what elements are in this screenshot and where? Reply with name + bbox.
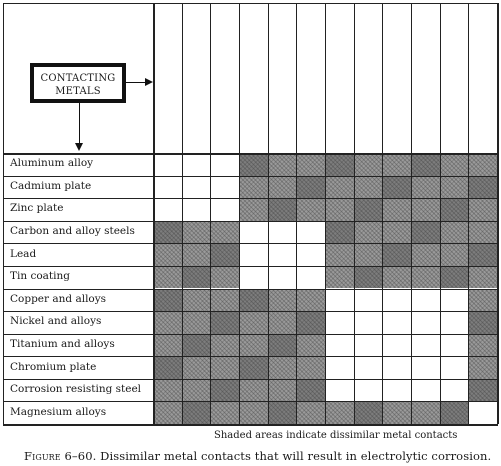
compatible-cell (354, 311, 383, 334)
compatible-cell (382, 334, 411, 357)
corner-label-line1: CONTACTING (40, 73, 116, 84)
shaded-cell (468, 379, 497, 402)
row-label: Copper and alloys (10, 292, 107, 305)
shaded-cell (354, 198, 383, 221)
compatible-cell (382, 289, 411, 312)
row-divider-line (3, 221, 497, 222)
shaded-cell (210, 334, 239, 357)
shaded-cell (239, 379, 268, 402)
shaded-cell (354, 221, 383, 244)
compatible-cell (354, 334, 383, 357)
column-divider-line (153, 3, 155, 424)
shaded-cell (440, 221, 469, 244)
header-separator-line (3, 153, 497, 155)
shaded-cell (411, 243, 440, 266)
shaded-cell (325, 153, 354, 176)
frame-top-line (3, 3, 498, 4)
row-label: Lead (10, 247, 37, 260)
compatible-cell (411, 356, 440, 379)
shaded-cell (440, 266, 469, 289)
compatible-cell (296, 221, 325, 244)
shaded-cell (296, 153, 325, 176)
shaded-cell (382, 266, 411, 289)
shaded-cell (210, 311, 239, 334)
shaded-cell (296, 356, 325, 379)
shaded-cell (354, 153, 383, 176)
compatible-cell (354, 289, 383, 312)
compatible-cell (153, 198, 182, 221)
column-divider-line (325, 3, 326, 424)
row-label: Corrosion resisting steel (10, 383, 142, 396)
shaded-cell (210, 401, 239, 424)
shaded-cell (440, 401, 469, 424)
shaded-areas-note: Shaded areas indicate dissimilar metal contacts (214, 430, 458, 441)
shaded-cell (182, 401, 211, 424)
compatible-cell (354, 356, 383, 379)
shaded-cell (182, 334, 211, 357)
arrow-down-head-icon (75, 143, 83, 151)
shaded-cell (325, 266, 354, 289)
compatible-cell (325, 379, 354, 402)
shaded-cell (468, 176, 497, 199)
compatible-cell (440, 289, 469, 312)
compatible-cell (296, 266, 325, 289)
shaded-cell (468, 289, 497, 312)
shaded-cell (153, 401, 182, 424)
row-label: Zinc plate (10, 202, 64, 215)
caption-text: Dissimilar metal contacts that will result in electrolytic corrosion. (100, 449, 492, 463)
shaded-cell (239, 311, 268, 334)
shaded-cell (210, 243, 239, 266)
shaded-cell (325, 198, 354, 221)
shaded-cell (153, 266, 182, 289)
shaded-cell (182, 311, 211, 334)
shaded-cell (153, 289, 182, 312)
column-divider-line (440, 3, 441, 424)
shaded-cell (182, 221, 211, 244)
compatible-cell (440, 311, 469, 334)
shaded-cell (382, 198, 411, 221)
shaded-cell (268, 153, 297, 176)
compatible-cell (239, 266, 268, 289)
shaded-cell (468, 221, 497, 244)
row-divider-line (3, 334, 497, 335)
shaded-cell (268, 176, 297, 199)
compatible-cell (210, 198, 239, 221)
corner-label-line2: METALS (55, 86, 101, 97)
compatible-cell (468, 401, 497, 424)
row-divider-line (3, 356, 497, 357)
compatible-cell (440, 334, 469, 357)
shaded-cell (296, 311, 325, 334)
shaded-cell (411, 176, 440, 199)
column-divider-line (296, 3, 297, 424)
shaded-cell (268, 379, 297, 402)
shaded-cell (382, 243, 411, 266)
shaded-cell (296, 198, 325, 221)
shaded-cell (440, 176, 469, 199)
shaded-cell (296, 176, 325, 199)
row-label: Chromium plate (10, 360, 97, 373)
shaded-cell (354, 176, 383, 199)
shaded-cell (411, 198, 440, 221)
compatible-cell (440, 356, 469, 379)
compatible-cell (296, 243, 325, 266)
frame-left-line (3, 3, 4, 424)
shaded-cell (268, 401, 297, 424)
shaded-cell (182, 356, 211, 379)
shaded-cell (210, 356, 239, 379)
shaded-cell (325, 176, 354, 199)
compatible-cell (210, 153, 239, 176)
compatible-cell (325, 356, 354, 379)
shaded-cell (468, 334, 497, 357)
compatible-cell (440, 379, 469, 402)
shaded-cell (182, 379, 211, 402)
caption-number: 6–60. (64, 449, 97, 463)
compatible-cell (268, 221, 297, 244)
shaded-cell (440, 198, 469, 221)
frame-right-line (497, 3, 499, 424)
row-label: Tin coating (10, 270, 70, 283)
column-divider-line (239, 3, 240, 424)
compatible-cell (182, 176, 211, 199)
frame-bottom-line (3, 424, 498, 426)
shaded-cell (182, 243, 211, 266)
shaded-cell (325, 401, 354, 424)
shaded-cell (239, 176, 268, 199)
column-divider-line (411, 3, 412, 424)
shaded-cell (354, 266, 383, 289)
shaded-cell (210, 266, 239, 289)
compatible-cell (325, 311, 354, 334)
compatible-cell (239, 243, 268, 266)
compatible-cell (411, 289, 440, 312)
row-label: Magnesium alloys (10, 405, 107, 418)
compatible-cell (325, 334, 354, 357)
shaded-cell (354, 243, 383, 266)
row-label: Titanium and alloys (10, 337, 115, 350)
shaded-cell (296, 379, 325, 402)
shaded-cell (354, 401, 383, 424)
column-divider-line (468, 3, 469, 424)
shaded-cell (296, 401, 325, 424)
shaded-cell (411, 221, 440, 244)
compatible-cell (382, 356, 411, 379)
shaded-cell (153, 221, 182, 244)
shaded-cell (440, 153, 469, 176)
column-divider-line (182, 3, 183, 424)
shaded-cell (182, 266, 211, 289)
shaded-cell (268, 356, 297, 379)
shaded-cell (325, 243, 354, 266)
shaded-cell (268, 198, 297, 221)
shaded-cell (239, 401, 268, 424)
figure-caption (24, 449, 491, 463)
column-divider-line (268, 3, 269, 424)
shaded-cell (296, 289, 325, 312)
column-divider-line (382, 3, 383, 424)
shaded-cell (468, 311, 497, 334)
row-divider-line (3, 289, 497, 290)
shaded-cell (153, 356, 182, 379)
shaded-cell (468, 266, 497, 289)
row-divider-line (3, 176, 497, 177)
compatible-cell (239, 221, 268, 244)
shaded-cell (153, 243, 182, 266)
shaded-cell (325, 221, 354, 244)
shaded-cell (268, 311, 297, 334)
shaded-cell (153, 379, 182, 402)
compatible-cell (210, 176, 239, 199)
arrow-down-icon (79, 103, 80, 146)
row-divider-line (3, 401, 497, 402)
shaded-cell (210, 289, 239, 312)
shaded-cell (268, 289, 297, 312)
shaded-cell (468, 153, 497, 176)
shaded-cell (239, 334, 268, 357)
compatible-cell (268, 243, 297, 266)
shaded-cell (239, 356, 268, 379)
compatible-cell (411, 379, 440, 402)
shaded-cell (382, 221, 411, 244)
shaded-cell (210, 379, 239, 402)
shaded-cell (382, 401, 411, 424)
row-divider-line (3, 243, 497, 244)
shaded-cell (382, 153, 411, 176)
compatible-cell (182, 153, 211, 176)
row-label: Carbon and alloy steels (10, 225, 135, 238)
row-label: Aluminum alloy (10, 157, 94, 170)
row-divider-line (3, 311, 497, 312)
row-divider-line (3, 266, 497, 267)
shaded-cell (182, 289, 211, 312)
column-divider-line (354, 3, 355, 424)
shaded-cell (239, 198, 268, 221)
shaded-cell (411, 266, 440, 289)
compatible-cell (411, 311, 440, 334)
contacting-metals-box (30, 63, 126, 103)
shaded-cell (382, 176, 411, 199)
row-label: Cadmium plate (10, 179, 92, 192)
shaded-cell (153, 334, 182, 357)
compatible-cell (153, 153, 182, 176)
shaded-cell (153, 311, 182, 334)
compatible-cell (411, 334, 440, 357)
column-divider-line (210, 3, 211, 424)
shaded-cell (411, 401, 440, 424)
shaded-cell (411, 153, 440, 176)
row-divider-line (3, 198, 497, 199)
row-label: Nickel and alloys (10, 315, 102, 328)
compatible-cell (354, 379, 383, 402)
shaded-cell (268, 334, 297, 357)
shaded-cell (468, 356, 497, 379)
caption-prefix: Figure (24, 449, 61, 463)
arrow-right-head-icon (145, 78, 153, 86)
compatible-cell (153, 176, 182, 199)
compatible-cell (268, 266, 297, 289)
compatible-cell (182, 198, 211, 221)
shaded-cell (296, 334, 325, 357)
shaded-cell (239, 289, 268, 312)
compatible-cell (325, 289, 354, 312)
shaded-cell (440, 243, 469, 266)
compatible-cell (382, 311, 411, 334)
shaded-cell (468, 243, 497, 266)
row-divider-line (3, 379, 497, 380)
shaded-cell (210, 221, 239, 244)
shaded-cell (239, 153, 268, 176)
compatible-cell (382, 379, 411, 402)
shaded-cell (468, 198, 497, 221)
